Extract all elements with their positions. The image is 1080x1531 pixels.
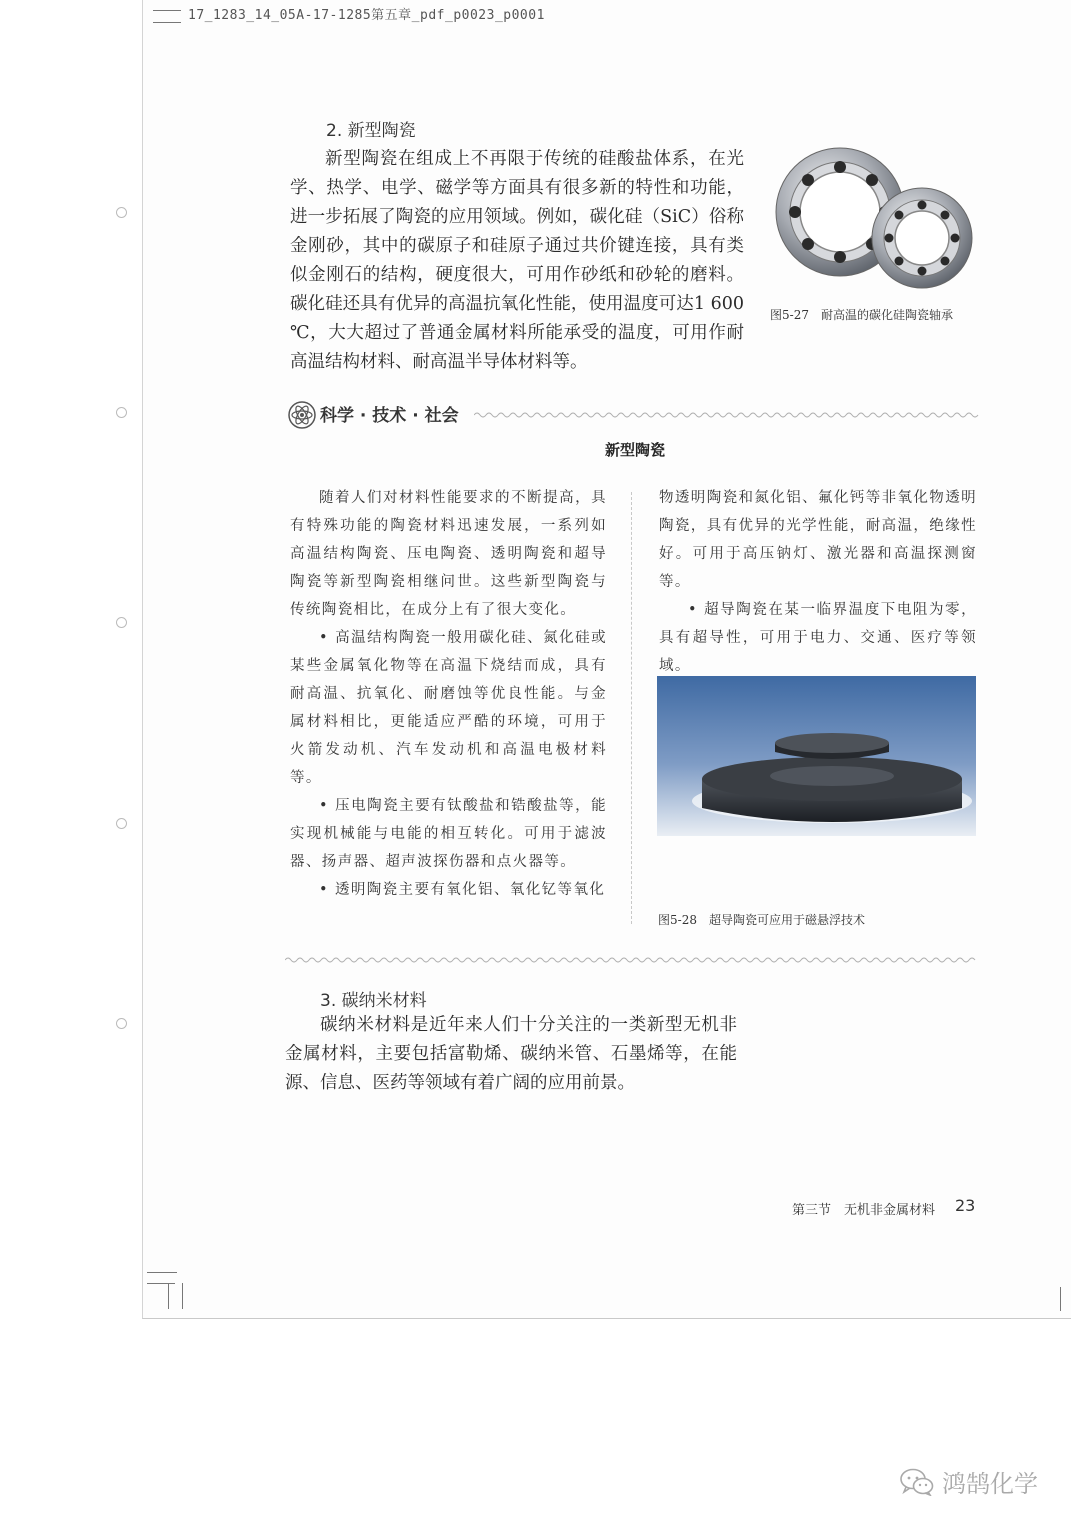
box-paragraph-superconductor: • 超导陶瓷在某一临界温度下电阻为零，具有超导性，可用于电力、交通、医疗等领域。 [659, 602, 977, 674]
box-paragraph-piezo: • 压电陶瓷主要有钛酸盐和锆酸盐等，能实现机械能与电能的相互转化。可用于滤波器、扬声器、超声波探伤器和点火器等。 [290, 798, 607, 870]
binding-hole [116, 818, 127, 829]
page-number: 23 [955, 1196, 976, 1215]
figure-caption-5-27 [770, 306, 953, 323]
atom-icon [288, 401, 316, 429]
crop-mark-bottom-left [147, 1272, 177, 1273]
figure-caption-5-28 [658, 911, 865, 928]
figure-number: 图5-27 [770, 308, 809, 322]
crop-mark-bottom-left-v [168, 1283, 169, 1309]
crop-mark-bottom-left-2 [147, 1283, 175, 1284]
watermark-text: 鸿鹄化学 [942, 1470, 1038, 1498]
levitation-photo [657, 676, 976, 836]
section-paragraph-new-ceramics: 新型陶瓷在组成上不再限于传统的硅酸盐体系，在光学、热学、电学、磁学等方面具有很多新的特性和功能，进一步拓展了陶瓷的应用领域。例如，碳化硅（SiC）俗称金刚砂，其中的碳原子和硅原子通过共价键连接，具有类似金刚石的结构，硬度很大，可用作砂纸和砂轮的磨料。碳化硅还具有优异的高温抗氧化性能，使用温度可达1 600 ℃，大大超过了普通金属材料所能承受的温度，可用作耐高温结构材料、耐高温半导体材料等。 [290, 149, 744, 372]
crop-mark-top [153, 10, 181, 11]
wavy-divider-bottom [285, 955, 980, 965]
box-paragraph-intro: 随着人们对材料性能要求的不断提高，具有特殊功能的陶瓷材料迅速发展，一系列如高温结构陶瓷、压电陶瓷、透明陶瓷和超导陶瓷等新型陶瓷相继问世。这些新型陶瓷与传统陶瓷相比，在成分上有了很大变化。 [290, 490, 607, 618]
crop-mark-top-2 [153, 22, 181, 23]
binding-hole [116, 1018, 127, 1029]
binding-hole [116, 617, 127, 628]
binding-hole [116, 407, 127, 418]
watermark [900, 1464, 1038, 1499]
box-subtitle: 新型陶瓷 [604, 441, 665, 459]
section-paragraph-carbon-nano: 碳纳米材料是近年来人们十分关注的一类新型无机非金属材料，主要包括富勒烯、碳纳米管、石墨烯等，在能源、信息、医药等领域有着广阔的应用前景。 [285, 1015, 737, 1093]
box-left-column [290, 484, 607, 929]
scan-file-path: 17_1283_14_05A-17-1285第五章_pdf_p0023_p0001 [188, 8, 545, 23]
figure-caption-text: 耐高温的碳化硅陶瓷轴承 [820, 308, 953, 322]
section-heading-carbon-nano: 3. 碳纳米材料 [320, 991, 427, 1011]
figure-number: 图5-28 [658, 913, 697, 927]
footer-section-title: 第三节 无机非金属材料 [792, 1203, 936, 1218]
crop-mark-bottom-left-v2 [182, 1283, 183, 1309]
wechat-icon [900, 1468, 934, 1496]
column-divider [631, 492, 632, 924]
box-title: 科学 · 技术 · 社会 [320, 406, 459, 426]
crop-mark-bottom-right-v [1060, 1287, 1061, 1311]
wavy-divider-top [474, 410, 980, 420]
section-heading-new-ceramics: 2. 新型陶瓷 [326, 121, 416, 141]
box-right-column [659, 484, 977, 680]
figure-caption-text: 超导陶瓷可应用于磁悬浮技术 [708, 913, 865, 927]
box-paragraph-transparent-continued: 物透明陶瓷和氮化铝、氟化钙等非氧化物透明陶瓷，具有优异的光学性能，耐高温，绝缘性好。可用于高压钠灯、激光器和高温探测窗等。 [659, 490, 977, 590]
box-paragraph-transparent: • 透明陶瓷主要有氧化铝、氧化钇等氧化 [319, 882, 606, 898]
ceramic-bearing-photo [772, 142, 977, 292]
binding-hole [116, 207, 127, 218]
box-paragraph-high-temp: • 高温结构陶瓷一般用碳化硅、氮化硅或某些金属氧化物等在高温下烧结而成，具有耐高温、抗氧化、耐磨蚀等优良性能。与金属材料相比，更能适应严酷的环境，可用于火箭发动机、汽车发动机和高温电极材料等。 [290, 630, 607, 786]
